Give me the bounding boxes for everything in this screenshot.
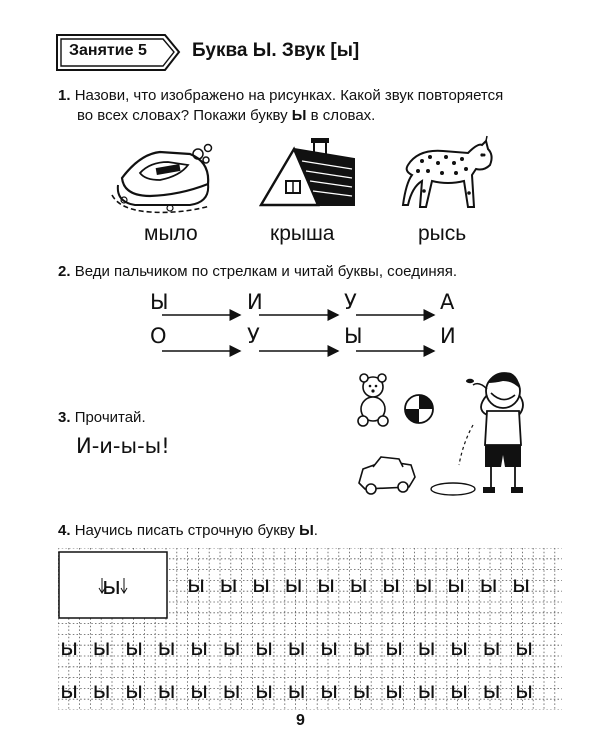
- practice-letter-row1: ы: [187, 572, 206, 598]
- practice-letter-row3: ы: [515, 678, 534, 704]
- practice-letter-row2: ы: [352, 635, 371, 661]
- lynx-picture: [398, 135, 498, 215]
- roof-picture: [258, 135, 358, 215]
- grid-letters: [58, 548, 562, 710]
- letter-row1-3: У: [344, 290, 357, 314]
- practice-letter-row1: ы: [512, 572, 531, 598]
- practice-letter-row2: ы: [255, 635, 274, 661]
- task4-number: 4.: [58, 522, 71, 539]
- practice-letter-row3: ы: [222, 678, 241, 704]
- lesson-title: Буква Ы. Звук [ы]: [192, 40, 360, 61]
- practice-letter-row1: ы: [447, 572, 466, 598]
- crying-boy-picture: [355, 365, 530, 505]
- practice-letter-row2: ы: [287, 635, 306, 661]
- letter-row2-2: У: [247, 324, 260, 348]
- task3-instructions: [58, 408, 146, 428]
- ball-icon: [405, 395, 433, 423]
- practice-letter-row2: ы: [450, 635, 469, 661]
- practice-letter-row2: ы: [190, 635, 209, 661]
- practice-letter-row1: ы: [284, 572, 303, 598]
- task1-bold-letter: Ы: [291, 107, 307, 124]
- practice-letter-row2: ы: [385, 635, 404, 661]
- practice-letter-row2: ы: [222, 635, 241, 661]
- lesson-label: Занятие 5: [69, 42, 147, 59]
- word-soap: мыло: [144, 222, 198, 245]
- practice-letter-row3: ы: [255, 678, 274, 704]
- practice-letter-row3: ы: [92, 678, 111, 704]
- practice-letter-row2: ы: [417, 635, 436, 661]
- task1-number: 1.: [58, 87, 71, 104]
- practice-letter-row3: ы: [450, 678, 469, 704]
- practice-letter-row2: ы: [515, 635, 534, 661]
- practice-letter-row3: ы: [190, 678, 209, 704]
- practice-letter-row3: ы: [417, 678, 436, 704]
- practice-letter-row3: ы: [60, 678, 79, 704]
- page-number: 9: [296, 712, 305, 729]
- word-roof: крыша: [270, 222, 335, 245]
- task4-text-before: Научись писать строчную букву: [74, 522, 300, 539]
- lesson-badge: [55, 33, 180, 71]
- practice-letter-row3: ы: [320, 678, 339, 704]
- task1-line2-after: в словах.: [306, 107, 376, 124]
- practice-letter-row3: ы: [125, 678, 144, 704]
- task1-line1: Назови, что изображено на рисунках. Какой звук повторяется: [74, 87, 504, 104]
- toy-car-icon: [359, 457, 415, 494]
- letter-row1-2: И: [247, 290, 263, 314]
- practice-letter-row1: ы: [317, 572, 336, 598]
- teddy-bear-icon: [358, 374, 388, 426]
- practice-letter-row2: ы: [320, 635, 339, 661]
- practice-letter-row1: ы: [414, 572, 433, 598]
- task3-exclaim: И-и-ы-ы!: [76, 434, 170, 458]
- practice-letter-row1: ы: [382, 572, 401, 598]
- task2-instructions: [58, 262, 457, 282]
- practice-letter-row3: ы: [352, 678, 371, 704]
- reading-arrows: [140, 305, 460, 360]
- letter-row1-4: А: [440, 290, 455, 314]
- task4-bold-letter: Ы: [299, 522, 314, 539]
- soap-picture: [110, 140, 220, 215]
- practice-letter-row1: ы: [219, 572, 238, 598]
- practice-letter-row3: ы: [482, 678, 501, 704]
- practice-letter-row3: ы: [157, 678, 176, 704]
- task2-text: Веди пальчиком по стрелкам и читай буквы, соединяя.: [74, 263, 458, 280]
- practice-letter-row2: ы: [157, 635, 176, 661]
- word-lynx: рысь: [418, 222, 467, 245]
- letter-row2-4: И: [440, 324, 456, 348]
- practice-letter-row2: ы: [125, 635, 144, 661]
- practice-letter-row1: ы: [349, 572, 368, 598]
- practice-letter-row3: ы: [287, 678, 306, 704]
- practice-letter-row2: ы: [482, 635, 501, 661]
- task3-number: 3.: [58, 409, 71, 426]
- practice-letter-row2: ы: [92, 635, 111, 661]
- task4-text-after: .: [313, 522, 318, 539]
- writing-grid: [58, 548, 562, 710]
- task1-line2-before: во всех словах? Покажи букву: [77, 107, 292, 124]
- practice-letter-row3: ы: [385, 678, 404, 704]
- practice-letter-row1: ы: [252, 572, 271, 598]
- task4-instructions: [58, 521, 318, 541]
- letter-row2-3: Ы: [344, 324, 363, 348]
- practice-letter-row1: ы: [479, 572, 498, 598]
- letter-row2-1: О: [150, 324, 167, 348]
- task3-text: Прочитай.: [74, 409, 146, 426]
- task1-instructions: [58, 86, 578, 126]
- letter-row1-1: Ы: [150, 290, 169, 314]
- model-letter: ы: [102, 572, 121, 600]
- practice-letter-row2: ы: [60, 635, 79, 661]
- task2-number: 2.: [58, 263, 71, 280]
